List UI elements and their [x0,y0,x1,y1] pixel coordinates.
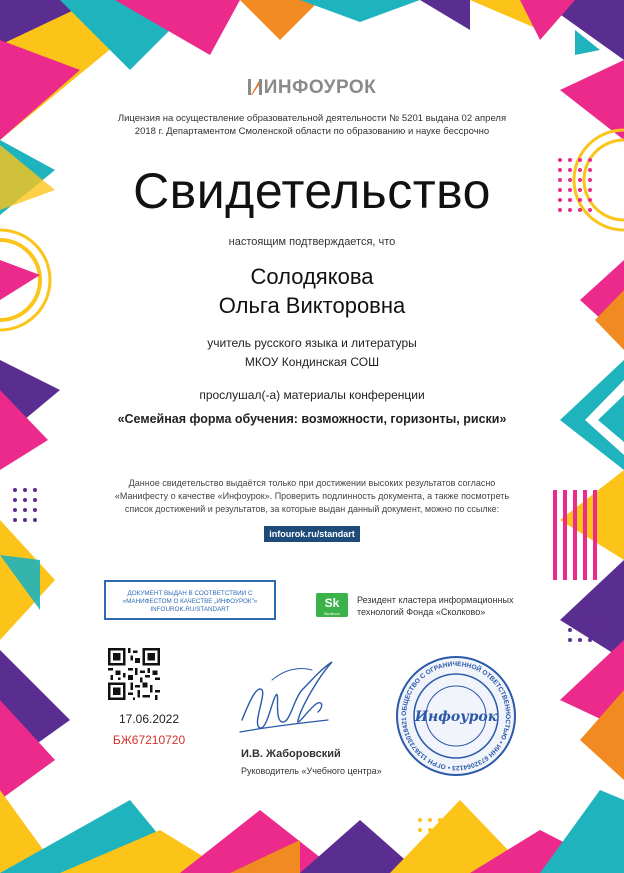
stamp-ring-text: ОБЩЕСТВО С ОГРАНИЧЕННОЙ ОТВЕТСТВЕННОСТЬЮ • ИНН 6732064123 • ОГРН 1136733018421 [400,660,512,772]
recipient-surname: Солодякова [250,264,374,289]
manifest-line-2: «МАНИФЕСТОМ О КАЧЕСТВЕ „ИНФОУРОК"» [122,598,258,606]
logo-text-urok: УРОК [323,77,377,98]
signer-name: И.В. Жаборовский [241,748,341,760]
disclaimer-text [0,477,624,516]
issue-date: 17.06.2022 [118,712,180,726]
recipient-position: учитель русского языка и литературы [207,336,417,350]
license-text [0,112,624,138]
skolkovo-logo [316,593,348,617]
license-line-2: 2018 г. Департаментом Смоленской области по образованию и науке бессрочно [134,126,490,137]
signature [232,650,342,745]
skolkovo-line-2: технологий Фонда «Сколково» [357,607,486,617]
confirm-text: настоящим подтверждается, что [228,236,396,248]
skolkovo-logo-text: Sk [324,596,340,610]
disclaimer-line-3: список достижений и результатов, за которые выдан данный документ, можно по ссылке: [124,504,500,514]
signer-role: Руководитель «Учебного центра» [241,766,382,776]
skolkovo-logo-sub: Skolkovo [323,611,341,616]
disclaimer-line-1: Данное свидетельство выдаётся только при достижении высоких результатов согласно [128,478,496,488]
recipient-details [0,334,624,372]
skolkovo-resident-text [357,594,527,618]
skolkovo-line-1: Резидент кластера информационных [357,595,514,605]
conference-title: «Семейная форма обучения: возможности, горизонты, риски» [117,412,507,426]
logo-text-info: ИНФО [263,77,324,98]
manifest-box [104,580,276,620]
infourok-logo [0,77,624,99]
certificate-title: Свидетельство [133,163,491,219]
manifest-line-3: INFOUROK.RU/STANDART [150,606,230,614]
manifest-line-1: ДОКУМЕНТ ВЫДАН В СООТВЕТСТВИИ С [127,590,253,597]
qr-code[interactable] [108,648,160,700]
logo-mark-icon [248,79,262,95]
recipient-name [0,262,624,320]
disclaimer-line-2: «Манифесту о качестве «Инфоурок». Проверить подлинность документа, а также посмотреть [114,491,510,501]
recipient-given-names: Ольга Викторовна [218,293,406,318]
listened-text: прослушал(-а) материалы конференции [199,388,425,402]
stamp-center-text: Инфоурок [414,709,498,725]
document-id: БЖ67210720 [112,733,186,747]
official-stamp [395,655,517,777]
standart-link[interactable]: infourok.ru/standart [264,526,360,542]
recipient-organization: МКОУ Кондинская СОШ [244,355,380,369]
license-line-1: Лицензия на осуществление образовательной деятельности № 5201 выдана 02 апреля [117,113,507,124]
